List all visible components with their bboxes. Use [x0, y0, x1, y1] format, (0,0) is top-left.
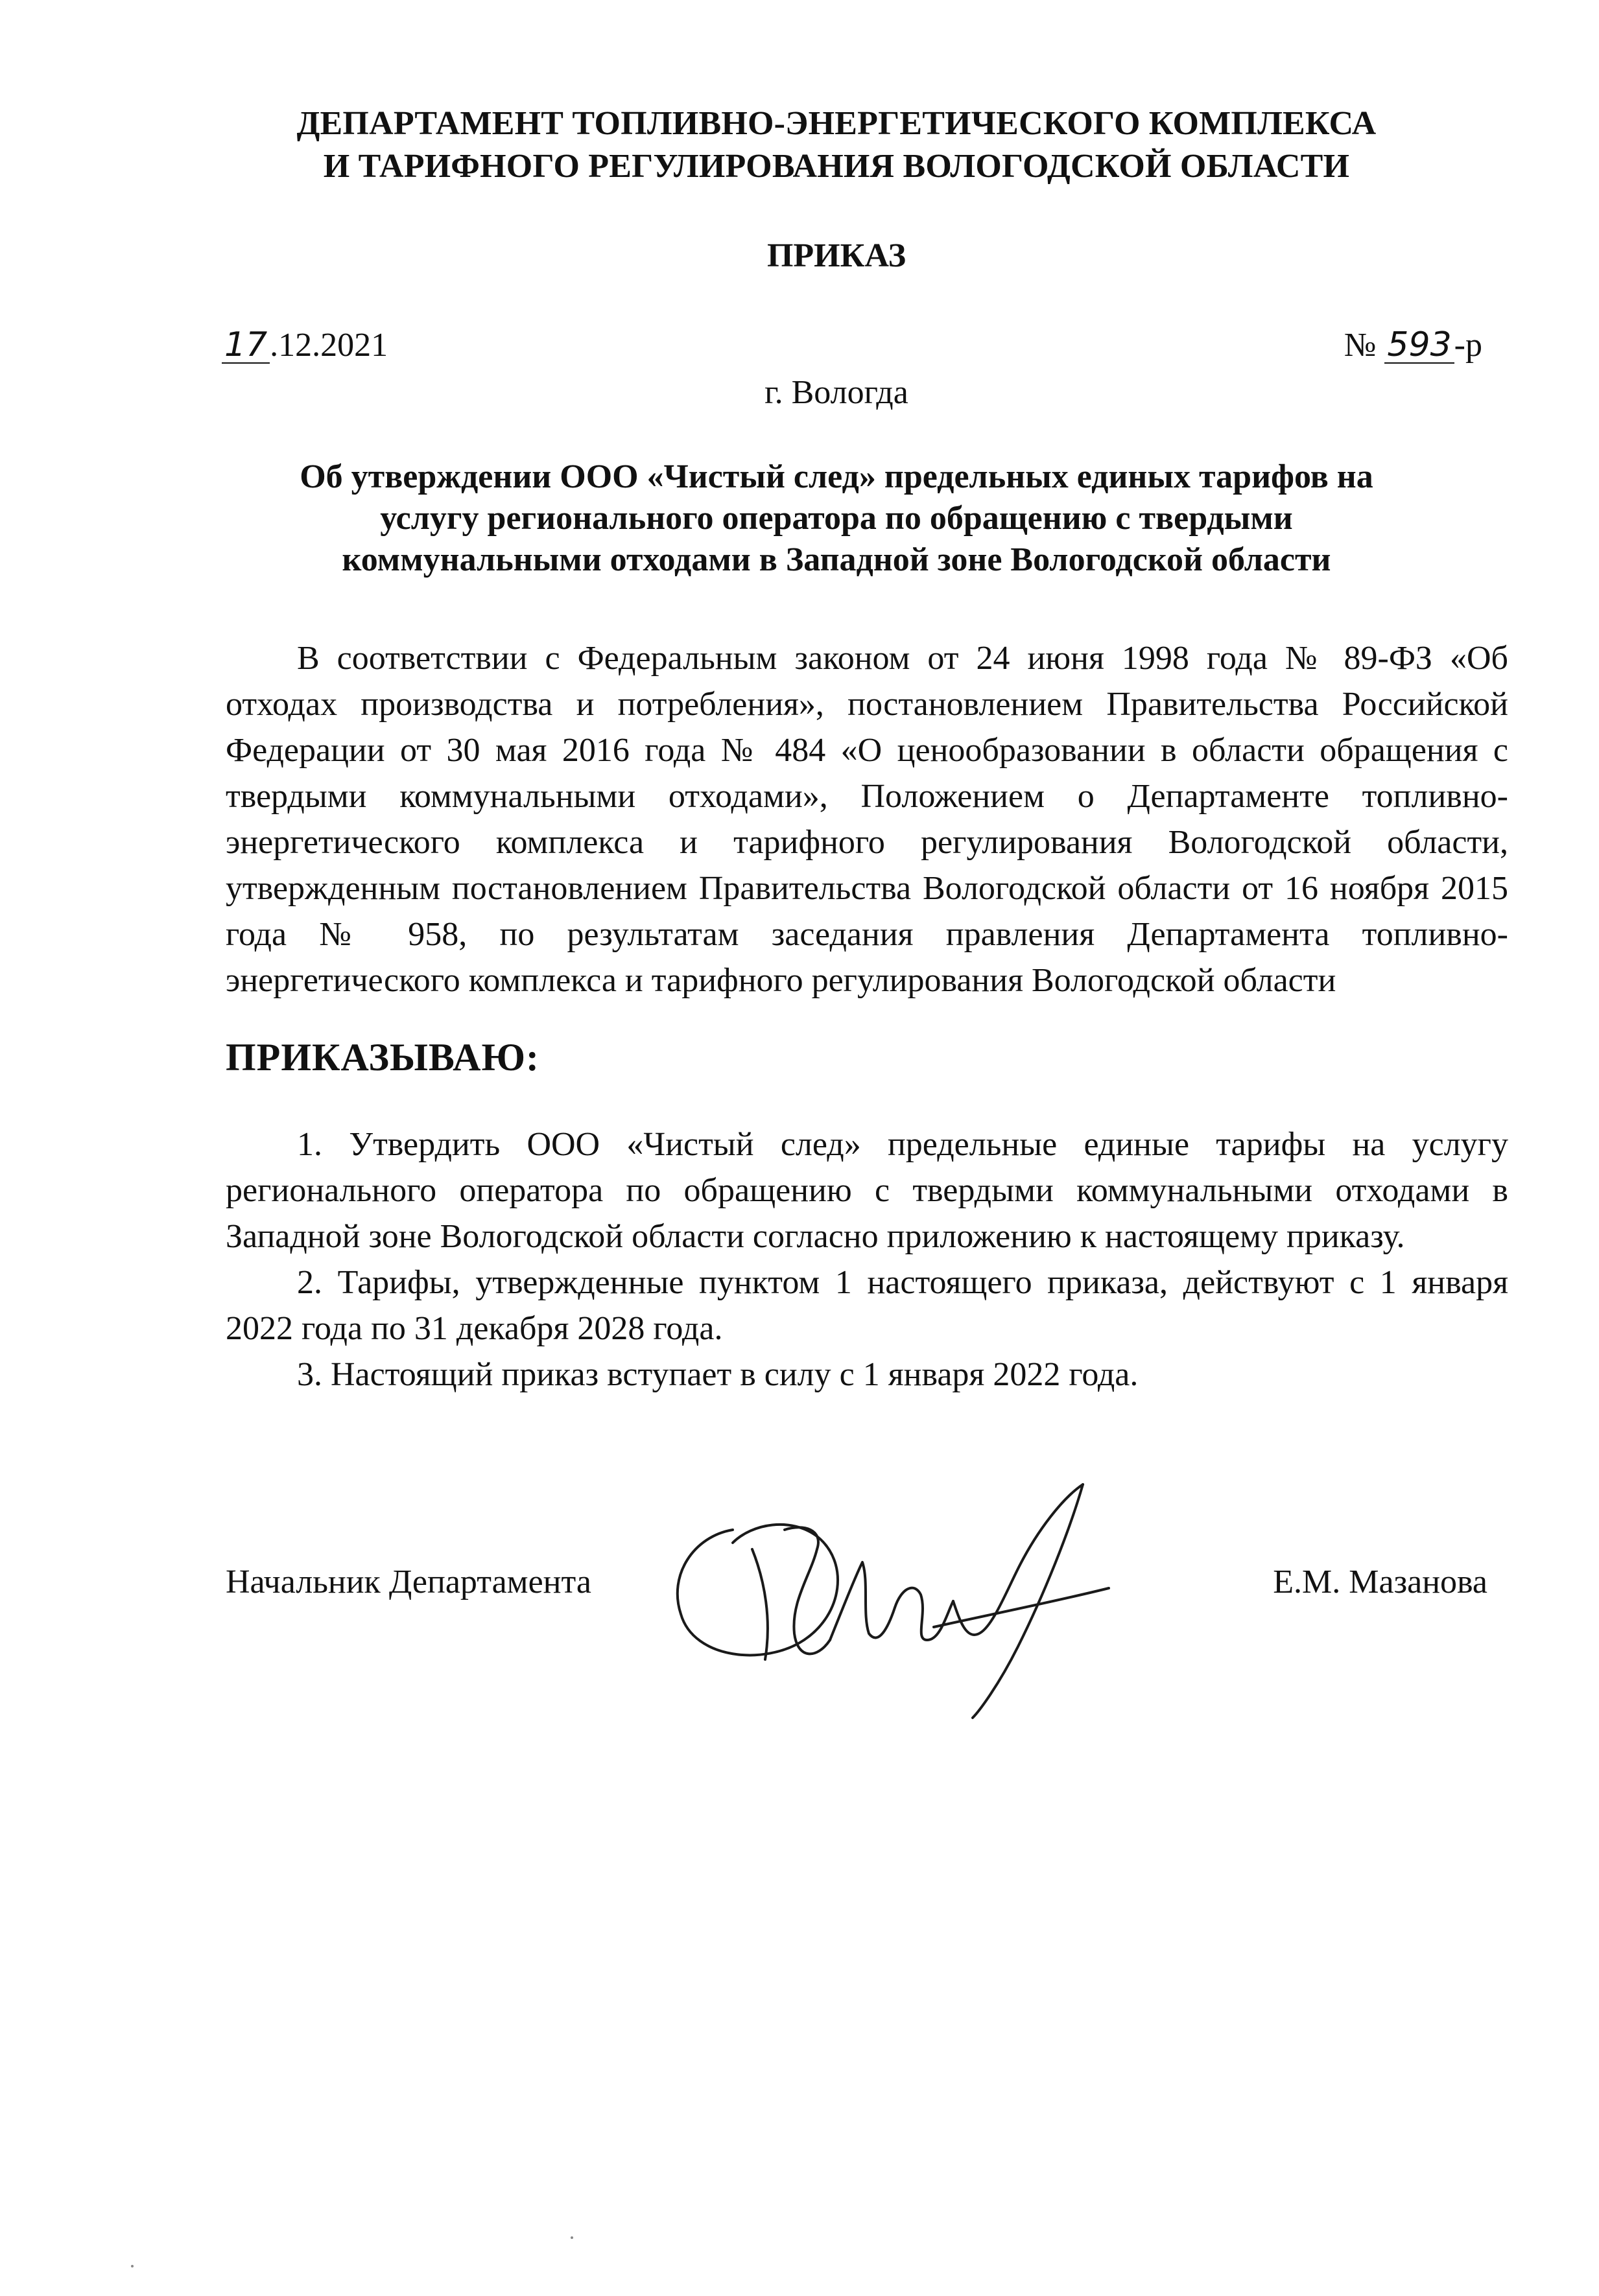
order-point-3: 3. Настоящий приказ вступает в силу с 1 января 2022 года. [297, 1356, 1139, 1393]
subject-line-2: услугу регионального оператора по обращению с твердыми [380, 500, 1293, 537]
date-month-year: .12.2021 [270, 327, 388, 364]
handwritten-signature [655, 1452, 1122, 1724]
scan-specks [0, 2139, 1599, 2269]
subject-line-3: коммунальными отходами в Западной зоне Вологодской области [342, 541, 1331, 578]
order-word: ПРИКАЗЫВАЮ: [226, 1036, 540, 1079]
document-city: г. Вологда [764, 374, 908, 411]
document-subject [220, 456, 1452, 581]
order-point-2: 2. Тарифы, утвержденные пунктом 1 настоящего приказа, действуют с 1 января 2022 года по 31 декабря 2028 года. [226, 1264, 1508, 1347]
number-handwritten: 593 [1384, 327, 1454, 364]
signatory-name: Е.М. Мазанова [1273, 1564, 1487, 1600]
department-header-line-2: И ТАРИФНОГО РЕГУЛИРОВАНИЯ ВОЛОГОДСКОЙ ОБЛАСТИ [323, 148, 1350, 185]
number-prefix: № [1344, 327, 1377, 364]
document-type: ПРИКАЗ [766, 237, 906, 274]
department-header-line-1: ДЕПАРТАМЕНТ ТОПЛИВНО-ЭНЕРГЕТИЧЕСКОГО КОМПЛЕКСА [296, 105, 1377, 142]
date-day-handwritten: 17 [222, 327, 270, 364]
number-suffix: -р [1454, 327, 1482, 364]
order-points [226, 1121, 1508, 1398]
document-number [1344, 324, 1482, 367]
order-point-1: 1. Утвердить ООО «Чистый след» предельные единые тарифы на услугу регионального оператора по обращению с твердыми коммунальными отходами в Западной зоне Вологодской области согласно приложению к настоящему приказу. [226, 1126, 1508, 1255]
department-header [195, 102, 1478, 188]
subject-line-1: Об утверждении ООО «Чистый след» предельных единых тарифов на [300, 458, 1373, 495]
preamble-paragraph: В соответствии с Федеральным законом от 24 июня 1998 года № 89-ФЗ «Об отходах производства и потребления», постановлением Правительства Российской Федерации от 30 мая 2016 года № 484 «О ценообразовании в области обращения с твердыми коммунальными отходами», Положением о Департаменте топливно-энергетического комплекса и тарифного регулирования Вологодской области, утвержденным постановлением Правительства Вологодской области от 16 ноября 2015 года № 958, по результатам заседания правления Департамента топливно-энергетического комплекса и тарифного регулирования Вологодской области [226, 640, 1508, 999]
document-date [222, 324, 388, 367]
signatory-title: Начальник Департамента [226, 1564, 591, 1600]
